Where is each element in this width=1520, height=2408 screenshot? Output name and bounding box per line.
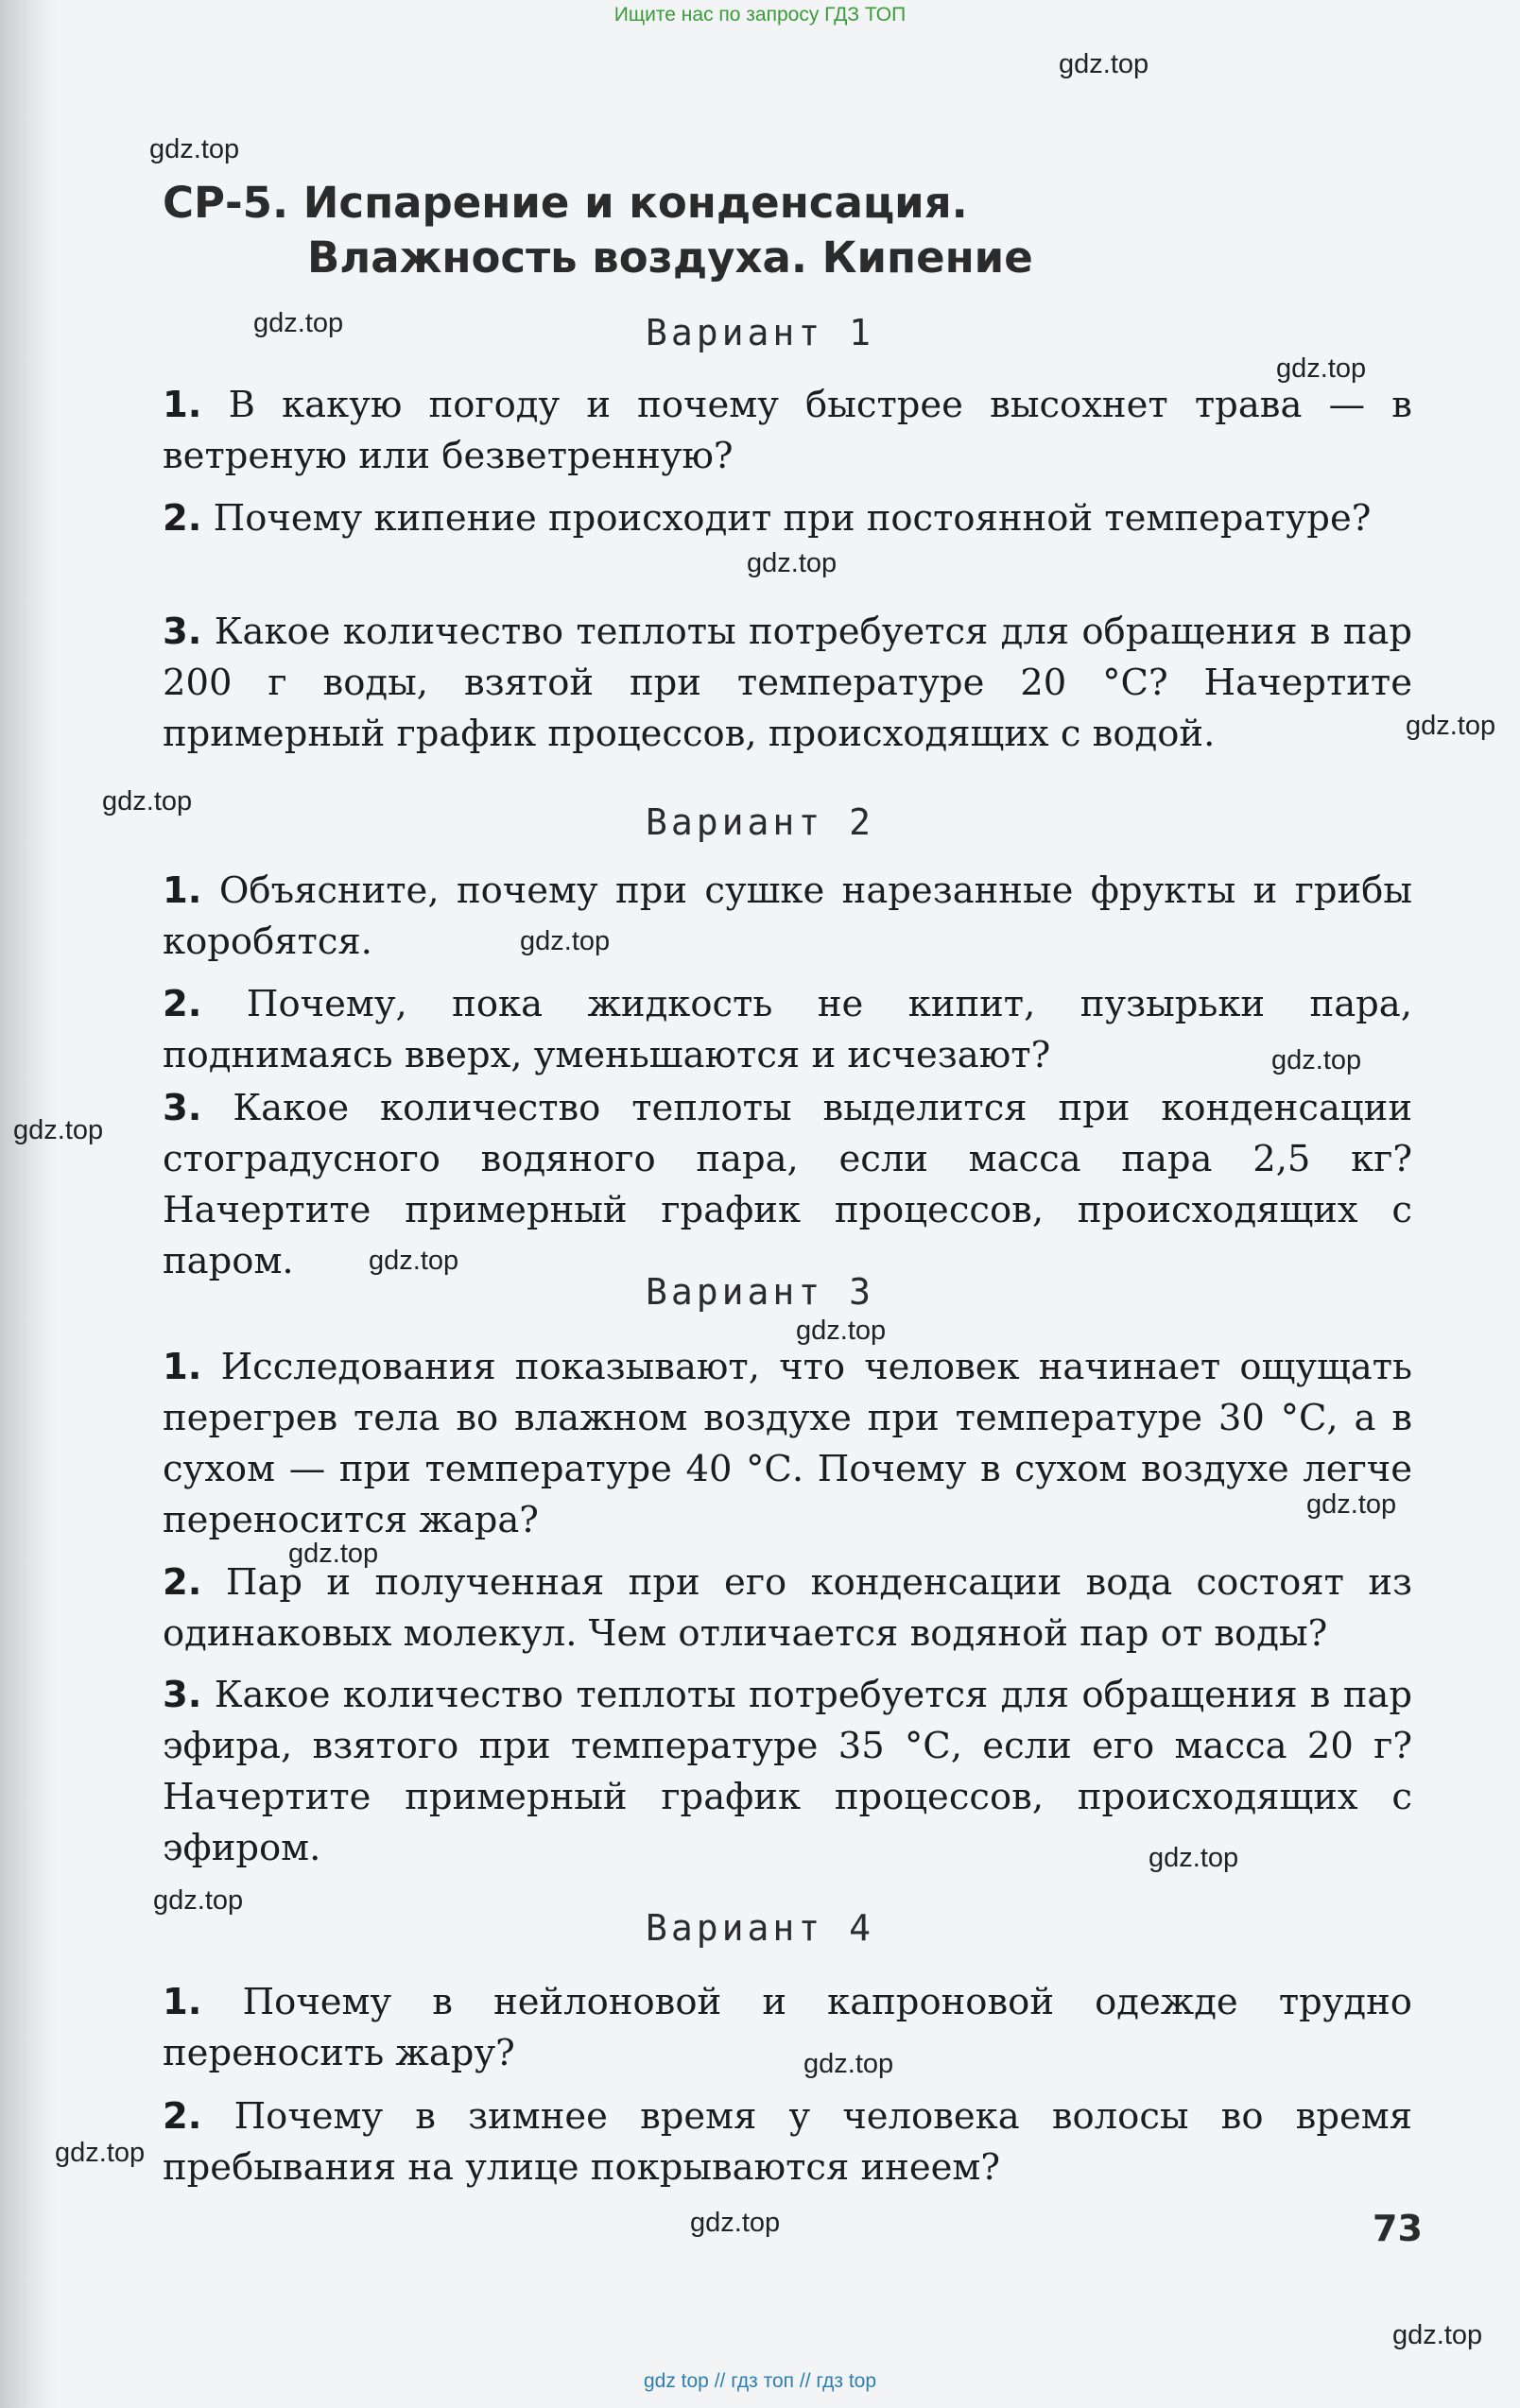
- question-text: В какую погоду и почему быстрее высохнет трава — в ветреную или безветренную?: [163, 384, 1412, 477]
- watermark: gdz.top: [288, 1539, 379, 1569]
- question-text: Почему в нейлоновой и капроновой одежде трудно переносить жару?: [163, 1981, 1412, 2074]
- watermark: gdz.top: [153, 1885, 244, 1916]
- page-number: 73: [1373, 2208, 1423, 2249]
- question-v2-2: [163, 979, 1412, 1081]
- question-v4-2: [163, 2091, 1412, 2193]
- watermark: gdz.top: [747, 548, 838, 578]
- top-banner[interactable]: Ищите нас по запросу ГДЗ ТОП: [613, 4, 907, 26]
- question-number: 2.: [163, 983, 202, 1025]
- bottom-banner[interactable]: gdz top // гдз топ // гдз top: [643, 2370, 877, 2392]
- watermark: gdz.top: [102, 786, 193, 817]
- question-number: 3.: [163, 1674, 202, 1716]
- watermark: gdz.top: [1276, 353, 1367, 384]
- question-text: Пар и полученная при его конденсации вода состоят из одинаковых молекул. Чем отличается водяной пар от воды?: [163, 1561, 1412, 1655]
- watermark: gdz.top: [149, 134, 240, 164]
- watermark: gdz.top: [1149, 1843, 1239, 1873]
- question-v3-2: [163, 1557, 1412, 1660]
- question-number: 3.: [163, 1087, 202, 1129]
- question-text: Почему кипение происходит при постоянной температуре?: [213, 497, 1372, 540]
- question-text: Какое количество теплоты потребуется для обращения в пар эфира, взятого при температуре 35 °С, если его масса 20 г? Начертите примерный график процессов, происходящих с эфиром.: [163, 1674, 1412, 1869]
- question-text: Исследования показывают, что человек начинает ощущать перегрев тела во влажном воздухе при температуре 30 °С, а в сухом — при температуре 40 °С. Почему в сухом воздухе легче переносится жара?: [163, 1346, 1412, 1541]
- question-number: 1.: [163, 869, 202, 912]
- title-line-2: Влажность воздуха. Кипение: [307, 232, 1033, 283]
- question-text: Объясните, почему при сушке нарезанные фрукты и грибы коробятся.: [163, 869, 1412, 963]
- page-spine-shadow: [0, 0, 57, 2408]
- watermark: gdz.top: [1306, 1489, 1397, 1520]
- watermark: gdz.top: [253, 308, 344, 338]
- question-text: Какое количество теплоты выделится при конденсации стоградусного водяного пара, если масса пара 2,5 кг? Начертите примерный график процессов, происходящих с паром.: [163, 1087, 1412, 1282]
- question-v3-1: [163, 1342, 1412, 1546]
- variant-1-heading: Вариант 1: [646, 312, 874, 353]
- question-text: Почему, пока жидкость не кипит, пузырьки пара, поднимаясь вверх, уменьшаются и исчезают?: [163, 983, 1412, 1076]
- watermark: gdz.top: [1271, 1045, 1362, 1075]
- question-v1-3: [163, 607, 1412, 760]
- title-line-1: СР-5. Испарение и конденсация.: [163, 178, 968, 228]
- question-number: 1.: [163, 1346, 202, 1388]
- watermark: gdz.top: [1059, 49, 1149, 79]
- question-number: 2.: [163, 497, 202, 540]
- question-v2-1: [163, 866, 1412, 968]
- variant-4-heading: Вариант 4: [646, 1907, 874, 1949]
- question-text: Какое количество теплоты потребуется для обращения в пар 200 г воды, взятой при температуре 20 °С? Начертите примерный график процессов, происходящих с водой.: [163, 611, 1412, 755]
- watermark: gdz.top: [369, 1246, 459, 1276]
- variant-3-heading: Вариант 3: [646, 1271, 874, 1313]
- question-number: 1.: [163, 1981, 202, 2023]
- question-v4-1: [163, 1977, 1412, 2079]
- watermark: gdz.top: [796, 1316, 887, 1346]
- question-number: 3.: [163, 611, 202, 653]
- question-v1-2: [163, 493, 1412, 544]
- watermark: gdz.top: [803, 2049, 894, 2079]
- question-number: 1.: [163, 384, 202, 426]
- question-text: Почему в зимнее время у человека волосы во время пребывания на улице покрываются инеем?: [163, 2095, 1412, 2189]
- question-v1-1: [163, 380, 1412, 482]
- question-v2-3: [163, 1083, 1412, 1287]
- watermark: gdz.top: [1392, 2320, 1483, 2350]
- question-number: 2.: [163, 1561, 202, 1604]
- watermark: gdz.top: [690, 2208, 781, 2238]
- question-number: 2.: [163, 2095, 202, 2138]
- watermark: gdz.top: [55, 2138, 146, 2168]
- watermark: gdz.top: [520, 926, 611, 956]
- variant-2-heading: Вариант 2: [646, 801, 874, 843]
- watermark: gdz.top: [1406, 711, 1496, 741]
- watermark: gdz.top: [13, 1115, 104, 1145]
- page-title: [163, 176, 1033, 285]
